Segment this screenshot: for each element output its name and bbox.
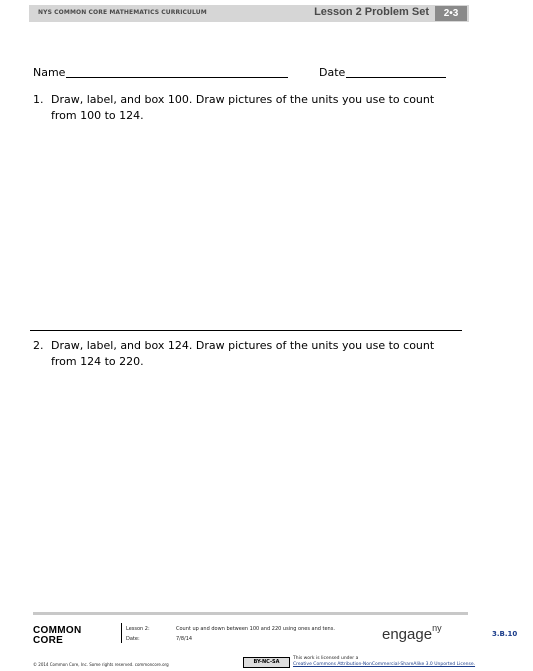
engage-sup: ny — [432, 623, 442, 633]
grade-module-badge: 2•3 — [435, 6, 467, 21]
name-field[interactable] — [66, 77, 288, 78]
page-number: 3.B.10 — [492, 630, 518, 638]
logo-line-1: COMMON — [33, 625, 82, 636]
engage-ny-logo — [382, 625, 442, 643]
curriculum-title: NYS COMMON CORE MATHEMATICS CURRICULUM — [38, 9, 207, 16]
problem-divider — [30, 330, 462, 331]
common-core-logo — [33, 626, 81, 646]
logo-line-2: CORE — [33, 635, 64, 646]
footer-divider — [121, 623, 122, 643]
license-line-1: This work is licensed under a — [293, 656, 359, 661]
copyright-text: © 2014 Common Core, Inc. Some rights reserved. commoncore.org — [33, 662, 169, 667]
date-field[interactable] — [346, 77, 446, 78]
footer-date-label: Date: — [126, 636, 140, 642]
problem-text: Draw, label, and box 100. Draw pictures of the units you use to count from 100 to 124. — [51, 93, 435, 122]
footer-lesson-label: Lesson 2: — [126, 626, 150, 632]
lesson-title: Lesson 2 Problem Set — [314, 6, 429, 18]
problem-text: Draw, label, and box 124. Draw pictures of the units you use to count from 124 to 220. — [51, 339, 435, 368]
footer-lesson-desc: Count up and down between 100 and 220 using ones and tens. — [176, 626, 335, 632]
footer-rule — [33, 612, 468, 615]
cc-license-badge: BY-NC-SA — [243, 657, 290, 668]
name-label: Name — [33, 66, 66, 79]
engage-text: engage — [382, 626, 433, 643]
header-bar — [29, 5, 469, 22]
footer-date-value: 7/8/14 — [176, 636, 193, 642]
problem-number: 1. — [33, 93, 44, 106]
problem-number: 2. — [33, 339, 44, 352]
license-link[interactable]: Creative Commons Attribution-NonCommercial-ShareAlike 3.0 Unported License. — [293, 662, 476, 667]
date-label: Date — [319, 66, 346, 79]
